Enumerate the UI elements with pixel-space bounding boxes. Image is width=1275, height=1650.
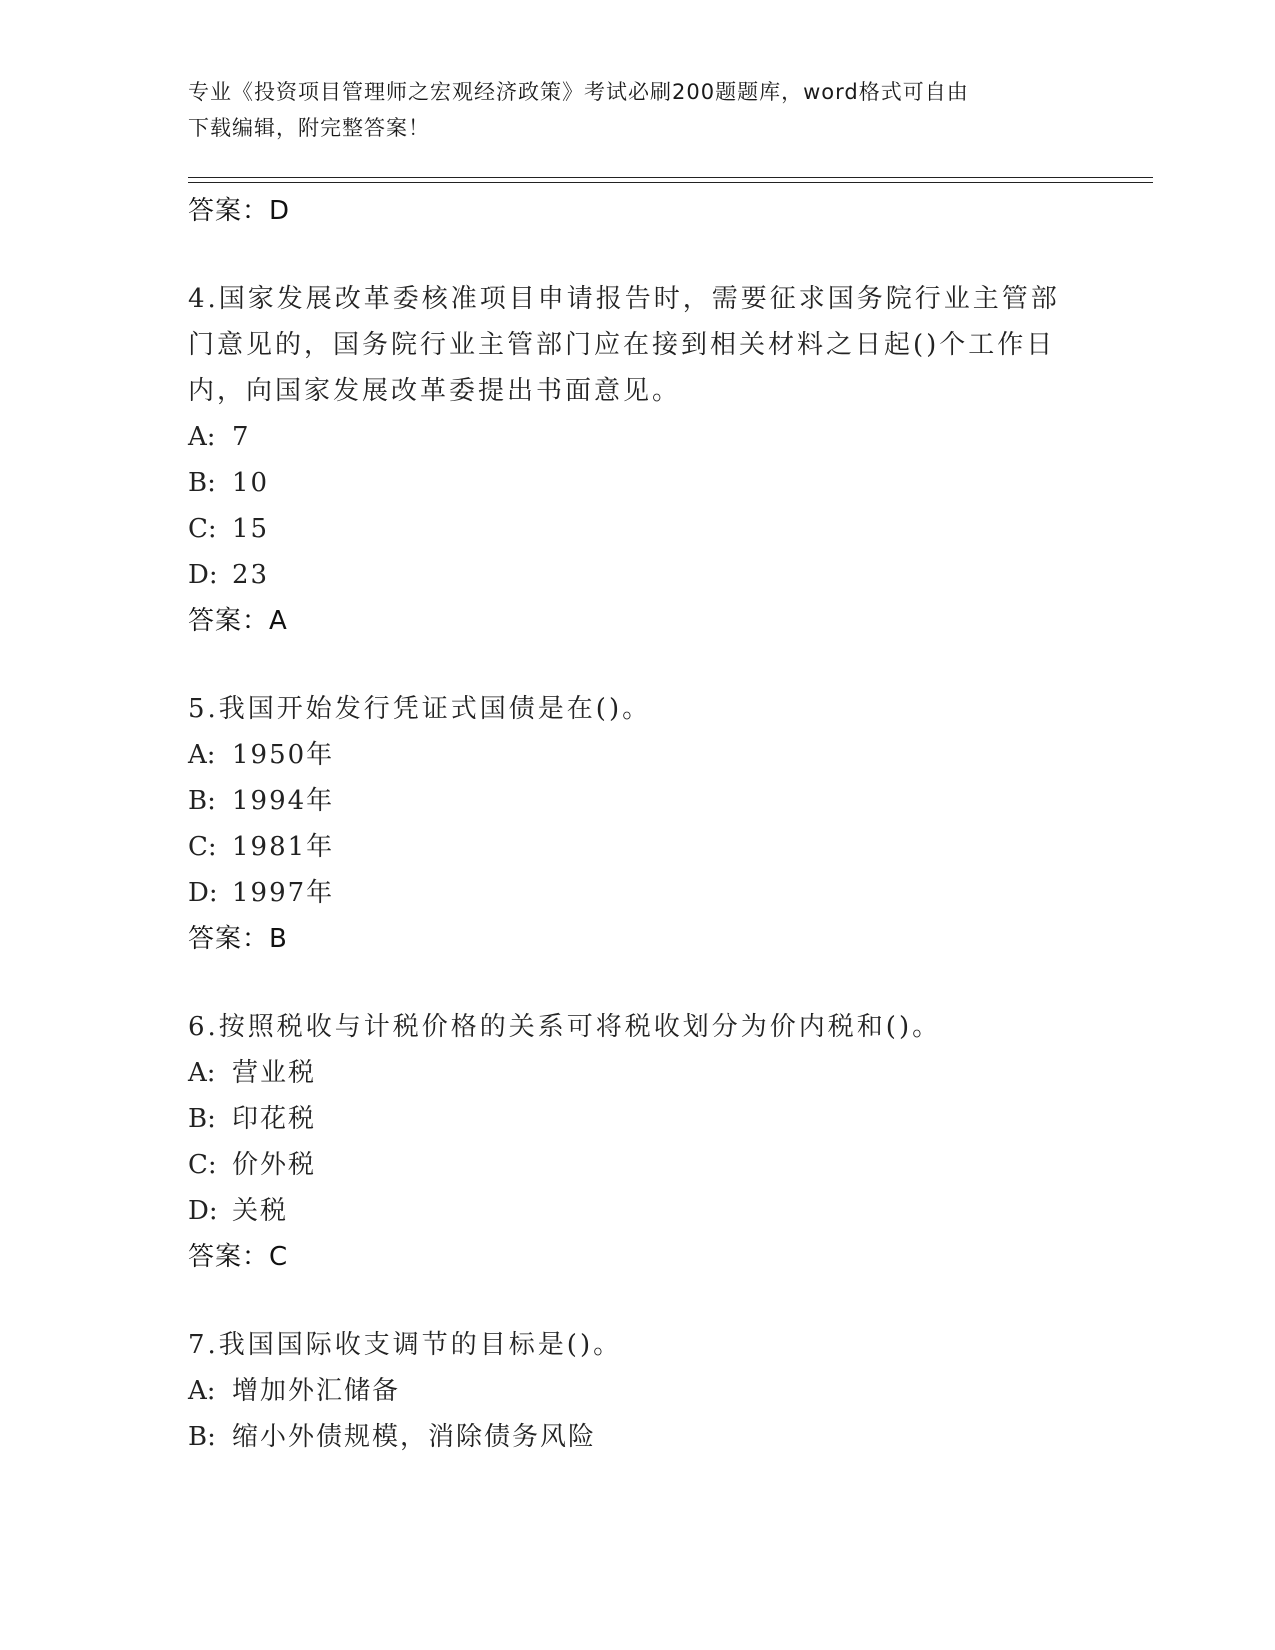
document-header: [188, 74, 1068, 146]
option-label: B:: [188, 468, 216, 498]
question-block-6: [188, 1004, 1068, 1280]
option-label: B:: [188, 1422, 216, 1452]
header-title-line-2: 下载编辑，附完整答案！: [188, 116, 430, 140]
question-block-4: [188, 276, 1068, 644]
header-title-line-1: 专业《投资项目管理师之宏观经济政策》考试必刷200题题库，word格式可自由: [188, 80, 969, 104]
option-b: [188, 460, 1068, 506]
question-block-5: [188, 686, 1068, 962]
header-divider-top: [188, 177, 1153, 178]
option-text: 15: [232, 514, 270, 544]
option-text: 23: [232, 560, 270, 590]
option-text: 印花税: [232, 1104, 317, 1134]
option-text: 增加外汇储备: [232, 1376, 401, 1406]
option-text: 1950年: [232, 740, 335, 770]
question-text: 5.我国开始发行凭证式国债是在()。: [188, 694, 652, 724]
option-a: [188, 414, 1068, 460]
option-d: [188, 870, 1068, 916]
answer-line: 答案：C: [188, 1242, 289, 1272]
option-text: 关税: [232, 1196, 289, 1226]
option-label: B:: [188, 1104, 216, 1134]
option-text: 缩小外债规模，消除债务风险: [232, 1422, 597, 1452]
option-d: [188, 552, 1068, 598]
option-text: 1981年: [232, 832, 335, 862]
option-b: [188, 778, 1068, 824]
previous-answer: 答案：D: [188, 196, 291, 226]
option-text: 7: [232, 422, 251, 452]
option-label: C:: [188, 1150, 217, 1180]
option-label: D:: [188, 1196, 218, 1226]
question-list: [188, 188, 1068, 1460]
option-b: [188, 1096, 1068, 1142]
answer-line: 答案：A: [188, 606, 288, 636]
question-text: 7.我国国际收支调节的目标是()。: [188, 1330, 623, 1360]
option-a: [188, 732, 1068, 778]
question-text: 4.国家发展改革委核准项目申请报告时，需要征求国务院行业主管部门意见的，国务院行业主管部门应在接到相关材料之日起()个工作日内，向国家发展改革委提出书面意见。: [188, 284, 1060, 406]
option-a: [188, 1050, 1068, 1096]
option-text: 1997年: [232, 878, 335, 908]
question-text: 6.按照税收与计税价格的关系可将税收划分为价内税和()。: [188, 1012, 942, 1042]
option-label: A:: [188, 1376, 216, 1406]
header-divider-bottom: [188, 182, 1153, 183]
option-c: [188, 506, 1068, 552]
option-label: A:: [188, 740, 216, 770]
option-text: 1994年: [232, 786, 335, 816]
option-text: 营业税: [232, 1058, 317, 1088]
option-label: C:: [188, 832, 217, 862]
option-label: B:: [188, 786, 216, 816]
option-label: A:: [188, 1058, 216, 1088]
option-text: 价外税: [232, 1150, 317, 1180]
option-d: [188, 1188, 1068, 1234]
option-c: [188, 824, 1068, 870]
option-label: C:: [188, 514, 217, 544]
option-b: [188, 1414, 1068, 1460]
option-label: D:: [188, 560, 218, 590]
question-block-7: [188, 1322, 1068, 1460]
answer-line: 答案：B: [188, 924, 288, 954]
option-label: D:: [188, 878, 218, 908]
option-a: [188, 1368, 1068, 1414]
option-text: 10: [232, 468, 270, 498]
option-c: [188, 1142, 1068, 1188]
option-label: A:: [188, 422, 216, 452]
